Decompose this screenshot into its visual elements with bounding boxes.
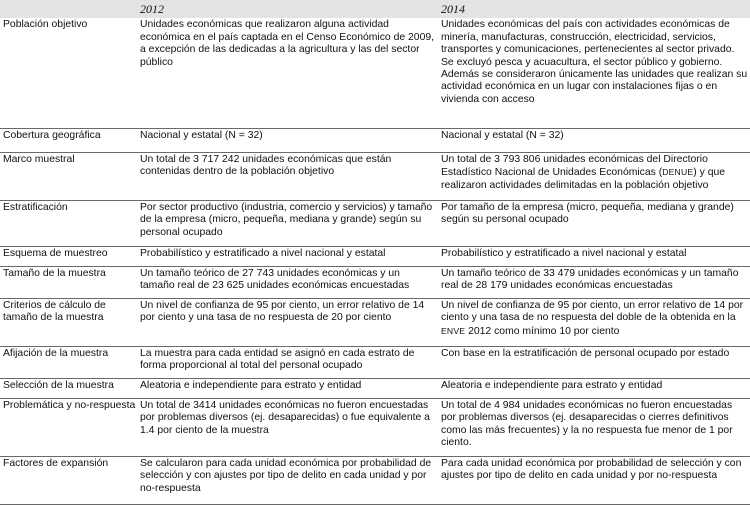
row-label: Criterios de cálculo de tamaño de la muestra xyxy=(0,298,138,346)
cell-2014: Probabilístico y estratificado a nivel nacional y estatal xyxy=(439,246,750,266)
row-label: Estratificación xyxy=(0,200,138,246)
cell-2014: Unidades económicas del país con actividades económicas de minería, manufacturas, construcción, electricidad, servicios, transportes y comunicaciones, pertenecientes al sector privado. Se excluyó pesca y acuacultura, el sector público y gobierno. Además se consideraron únicamente las unidades que realizan su actividad económica en un lugar con instalaciones fijas o en vivienda con acceso xyxy=(441,19,748,105)
cell-2014: Aleatoria e independiente para estrato y entidad xyxy=(439,378,750,398)
row-label: Población objetivo xyxy=(3,19,88,31)
cell-2012: Un total de 3 717 242 unidades económicas que están contenidas dentro de la población objetivo xyxy=(138,152,439,200)
cell-2012: La muestra para cada entidad se asignó en cada estrato de forma proporcional al total del personal ocupado xyxy=(138,346,439,378)
header-row xyxy=(0,0,750,18)
cell-2012: Probabilístico y estratificado a nivel nacional y estatal xyxy=(138,246,439,266)
row-poblacion-objetivo xyxy=(0,18,750,128)
cell-2014-text-a: Un nivel de confianza de 95 por ciento, un error relativo de 14 por ciento y una tasa de no respuesta del doble de la obtenida en la xyxy=(441,299,744,324)
row-problematica-no-respuesta xyxy=(0,398,750,456)
row-afijacion-muestra xyxy=(0,346,750,378)
row-label: Tamaño de la muestra xyxy=(0,266,138,298)
cell-2014: Por tamaño de la empresa (micro, pequeña, mediana y grande) según su personal ocupado xyxy=(439,200,750,246)
cell-2014-text-b: ) y que realizaron actividades delimitadas en la población objetivo xyxy=(441,167,726,191)
row-marco-muestral xyxy=(0,152,750,200)
cell-2014: Con base en la estratificación de personal ocupado por estado xyxy=(439,346,750,378)
cell-2014: Un total de 4 984 unidades económicas no fueron encuestadas por problemas diversos (ej. desaparecidas o cierres definitivos como las más frecuentes) y la no respuesta fue menor de 1 por ciento. xyxy=(439,398,750,456)
row-label: Selección de la muestra xyxy=(0,378,138,398)
cell-2012: Un total de 3414 unidades económicas no fueron encuestadas por problemas diversos (ej. desaparecidas) o fue equivalente a 1.4 por ciento de la muestra xyxy=(138,398,439,456)
cell-2014: Nacional y estatal (N = 32) xyxy=(439,128,750,152)
cell-2012: Nacional y estatal (N = 32) xyxy=(138,128,439,152)
cell-2014 xyxy=(439,298,750,346)
cell-2014-acronym: DENUE xyxy=(662,167,694,178)
cell-2014-text-a: Un total de 3 793 806 unidades económicas del Directorio Estadístico Nacional de Unidades Económicas ( xyxy=(441,153,708,179)
row-label: Cobertura geográfica xyxy=(0,128,138,152)
cell-2014: Un tamaño teórico de 33 479 unidades económicas y un tamaño real de 28 179 unidades económicas encuestadas xyxy=(439,266,750,298)
cell-2012: Un tamaño teórico de 27 743 unidades económicas y un tamaño real de 23 625 unidades económicas encuestadas xyxy=(138,266,439,298)
row-esquema-muestreo xyxy=(0,246,750,266)
cell-2012: Un nivel de confianza de 95 por ciento, un error relativo de 14 por ciento y una tasa de no respuesta de 20 por ciento xyxy=(138,298,439,346)
header-2014: 2014 xyxy=(439,0,750,18)
cell-2014-text-b: 2012 como mínimo 10 por ciento xyxy=(465,325,620,337)
cell-2014 xyxy=(439,152,750,200)
header-label-cell xyxy=(0,0,138,18)
row-label: Factores de expansión xyxy=(0,456,138,504)
row-estratificacion xyxy=(0,200,750,246)
cell-2014-acronym: ENVE xyxy=(441,325,466,336)
cell-2012: Aleatoria e independiente para estrato y entidad xyxy=(138,378,439,398)
cell-2012: Unidades económicas que realizaron alguna actividad económica en el país captada en el Censo Económico de 2009, a excepción de las dedicadas a la agricultura y las del sector público xyxy=(140,19,435,68)
cell-2014: Para cada unidad económica por probabilidad de selección y con ajustes por tipo de delito en cada unidad y por no-respuesta xyxy=(439,456,750,504)
cell-2012: Se calcularon para cada unidad económica por probabilidad de selección y con ajustes por tipo de delito en cada unidad y por no-respuesta xyxy=(138,456,439,504)
row-tamano-muestra xyxy=(0,266,750,298)
row-cobertura-geografica xyxy=(0,128,750,152)
row-criterios-calculo xyxy=(0,298,750,346)
row-factores-expansion xyxy=(0,456,750,504)
row-label: Marco muestral xyxy=(0,152,138,200)
row-seleccion-muestra xyxy=(0,378,750,398)
row-label: Esquema de muestreo xyxy=(0,246,138,266)
row-label: Problemática y no-respuesta xyxy=(0,398,138,456)
header-2012: 2012 xyxy=(138,0,439,18)
cell-2012: Por sector productivo (industria, comercio y servicios) y tamaño de la empresa (micro, pequeña, mediana y grande) según su personal ocupado xyxy=(138,200,439,246)
row-label: Afijación de la muestra xyxy=(0,346,138,378)
